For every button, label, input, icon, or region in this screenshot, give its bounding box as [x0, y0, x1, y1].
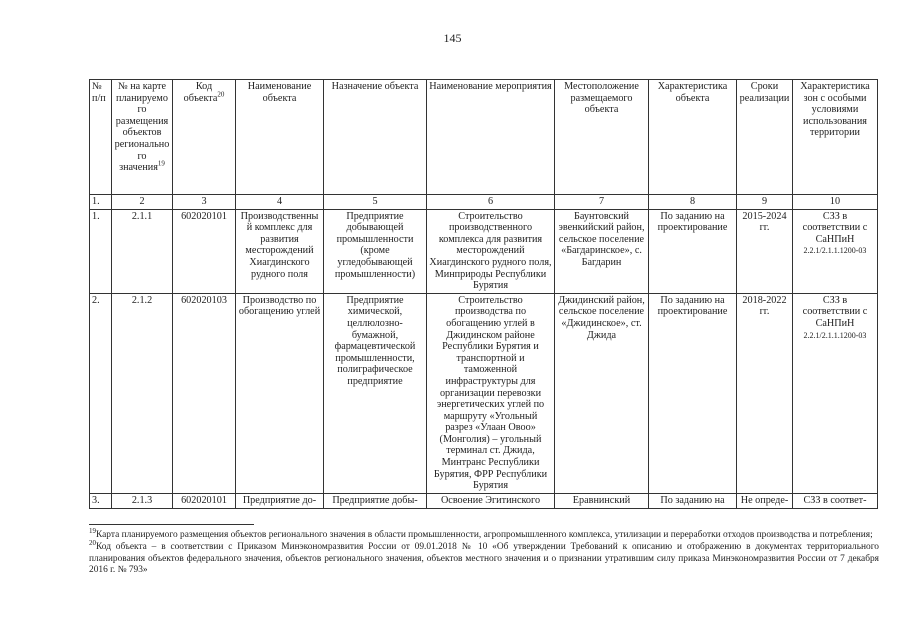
object-purpose: Предприятие добывающей промышленности (кроме угледобывающей промышленности): [324, 209, 427, 293]
object-name: Производство по обогащению углей: [236, 293, 324, 493]
objects-table: [89, 79, 878, 509]
column-number: 7: [555, 195, 649, 210]
header-cell: Код объекта$^{20}$: [173, 80, 236, 195]
object-purpose: Предприятие химической, целлюлозно-бумажной, фармацевтической промышленности, полиграфическое предприятие: [324, 293, 427, 493]
column-number: 8: [649, 195, 737, 210]
map-number: 2.1.3: [112, 493, 173, 508]
object-code: 602020101: [173, 493, 236, 508]
table-row: [90, 209, 878, 293]
object-name: Производственный комплекс для развития месторождений Хиагдинского рудного поля: [236, 209, 324, 293]
object-location: Баунтовский эвенкийский район, сельское поселение «Багдаринское», с. Багдарин: [555, 209, 649, 293]
footnote: $^{19}$Карта планируемого размещения объектов регионального значения в области промышленности, агропромышленного комплекса, утилизации и переработки отходов производства и потребления;: [89, 526, 873, 540]
implementation-terms: Не опреде-: [737, 493, 793, 508]
map-number: 2.1.1: [112, 209, 173, 293]
row-number: 1.: [90, 209, 112, 293]
object-characteristic: По заданию на: [649, 493, 737, 508]
footnotes: [89, 526, 879, 577]
header-row: [90, 80, 878, 195]
map-number: 2.1.2: [112, 293, 173, 493]
object-location: Еравнинский: [555, 493, 649, 508]
object-characteristic: По заданию на проектирование: [649, 209, 737, 293]
header-cell: Сроки реализации: [737, 80, 793, 195]
row-number: 3.: [90, 493, 112, 508]
column-number: 6: [427, 195, 555, 210]
header-cell: № на карте планируемого размещения объектов регионального значения$^{19}$: [112, 80, 173, 195]
row-number: 2.: [90, 293, 112, 493]
column-number-row: [90, 195, 878, 210]
column-number: 9: [737, 195, 793, 210]
activity-name: Строительство производственного комплекса для развития месторождений Хиагдинского рудного поля, Минприроды Республики Бурятия: [427, 209, 555, 293]
header-cell: Характеристика объекта: [649, 80, 737, 195]
page-number: 145: [443, 31, 462, 45]
object-purpose: Предприятие добы-: [324, 493, 427, 508]
header-cell: Наименование мероприятия: [427, 80, 555, 195]
header-cell: Назначение объекта: [324, 80, 427, 195]
activity-name: Строительство производства по обогащению углей в Джидинском районе Республики Бурятия и транспортной и таможенной инфраструктуры для организации перевозки энергетических углей по маршруту «Угольный разрез «Улаан Овоо» (Монголия) – угольный терминал ст. Джида, Минтранс Республики Бурятия, ФРР Республики Бурятия: [427, 293, 555, 493]
header-cell: Наименование объекта: [236, 80, 324, 195]
column-number: 5: [324, 195, 427, 210]
implementation-terms: 2018-2022 гг.: [737, 293, 793, 493]
zone-characteristic: СЗЗ в соответ-: [793, 493, 878, 508]
column-number: 3: [173, 195, 236, 210]
column-number: 2: [112, 195, 173, 210]
header-cell: Характеристика зон с особыми условиями использования территории: [793, 80, 878, 195]
table-row: [90, 293, 878, 493]
implementation-terms: 2015-2024 гг.: [737, 209, 793, 293]
zone-characteristic: СЗЗ в соответствии с СаНПиН 2.2.1/2.1.1.1200-03: [793, 293, 878, 493]
object-code: 602020103: [173, 293, 236, 493]
zone-characteristic: СЗЗ в соответствии с СаНПиН 2.2.1/2.1.1.1200-03: [793, 209, 878, 293]
footnote: $^{20}$Код объекта – в соответствии с Приказом Минэкономразвития России от 09.01.2018 № 10 «Об утверждении Требований к описанию и отображению в документах территориального планирования объектов федерального значения, объектов регионального значения, объектов местного значения и о признании утратившим силу приказа Минэкономразвития России от 7 декабря 2016 г. № 793»: [89, 538, 879, 576]
activity-name: Освоение Эгитинского: [427, 493, 555, 508]
object-code: 602020101: [173, 209, 236, 293]
column-number: 4: [236, 195, 324, 210]
column-number: 1.: [90, 195, 112, 210]
header-cell: № п/п: [90, 80, 112, 195]
object-location: Джидинский район, сельское поселение «Джидинское», ст. Джида: [555, 293, 649, 493]
footnote-separator: [89, 524, 254, 525]
table-row: [90, 493, 878, 508]
object-characteristic: По заданию на проектирование: [649, 293, 737, 493]
object-name: Предприятие до-: [236, 493, 324, 508]
column-number: 10: [793, 195, 878, 210]
header-cell: Местоположение размещаемого объекта: [555, 80, 649, 195]
